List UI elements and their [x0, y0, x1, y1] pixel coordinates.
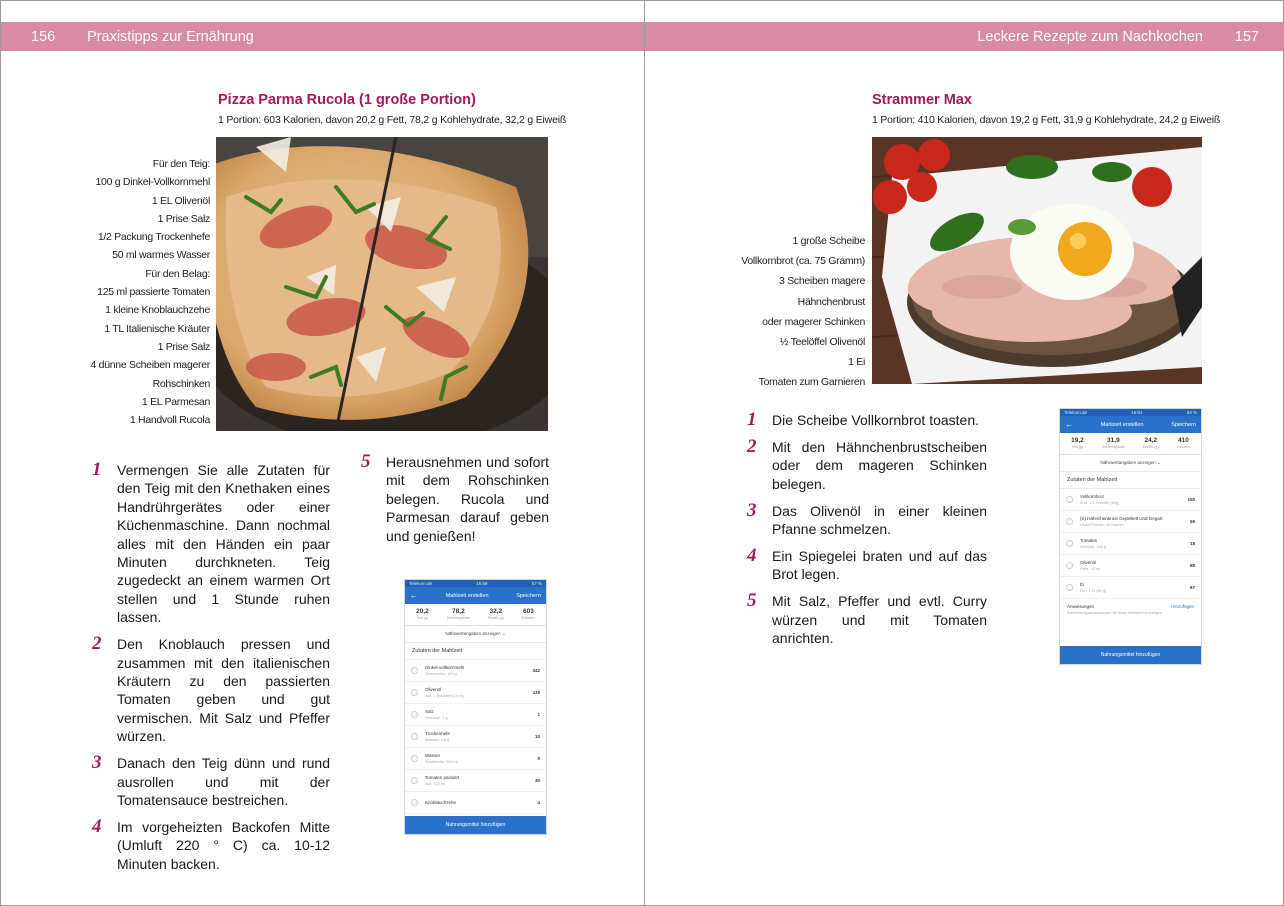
ingredient-row	[405, 704, 546, 726]
stat-label: Kohlenhydrate	[1102, 445, 1125, 449]
stat-value: 32,2	[489, 608, 503, 615]
step-number: 2	[92, 633, 102, 655]
ingredient-line: 1 große Scheibe	[792, 235, 865, 247]
save-label: Speichern	[1171, 421, 1196, 428]
checkbox-icon	[411, 755, 418, 762]
clock-label: 15:59	[476, 581, 488, 586]
add-food-bar: Nahrungsmittel hinzufügen	[405, 816, 546, 834]
ingredient-kcal: 0	[537, 756, 540, 761]
ingredient-row	[1060, 577, 1201, 599]
ingredient-row	[405, 682, 546, 704]
ingredient-detail: Stadtwerke, 500 ml	[425, 759, 458, 764]
ingredient-text	[1080, 538, 1190, 550]
checkbox-icon	[1066, 562, 1073, 569]
recipe-step	[92, 754, 330, 809]
add-instructions-label: Hinzufügen	[1171, 604, 1194, 609]
nutrition-summary	[405, 604, 546, 626]
show-nutrition-link	[405, 626, 546, 643]
back-arrow-icon: ←	[1065, 420, 1073, 429]
nutrition-stat	[522, 608, 535, 622]
ingredient-row	[405, 770, 546, 792]
step-number: 3	[747, 499, 757, 521]
stat-value: 19,2	[1071, 437, 1084, 444]
show-nutrition-label: Nährwertangaben anzeigen	[445, 631, 501, 636]
ingredient-text	[1080, 516, 1190, 528]
nutrition-summary	[1060, 433, 1201, 455]
ingredient-line: 100 g Dinkel-Vollkornmehl	[95, 176, 210, 189]
checkbox-icon	[411, 777, 418, 784]
stat-label: Fett (g)	[1071, 445, 1084, 449]
ingredient-kcal: 119	[532, 690, 540, 695]
ingredient-line: 1 Handvoll Rucola	[129, 414, 210, 427]
ingredient-kcal: 342	[532, 668, 540, 673]
ingredient-line: 4 dünne Scheiben magerer	[90, 359, 210, 372]
stat-value: 31,9	[1107, 437, 1120, 444]
step-number: 4	[747, 544, 757, 566]
ingredient-name: Wasser	[425, 752, 441, 758]
ingredient-name: Ei	[1080, 581, 1085, 587]
ingredient-name: (K) Hähnchenbrust Geplekelt Und Gegart	[1080, 515, 1163, 521]
back-arrow-icon: ←	[410, 591, 418, 600]
phone-status-bar	[1060, 409, 1201, 416]
stat-value: 24,2	[1144, 437, 1158, 444]
checkbox-icon	[411, 799, 418, 806]
battery-label: 53 %	[1186, 410, 1197, 415]
chevron-down-icon: ⌄	[500, 631, 506, 636]
ingredient-name: Trockenhefe	[425, 730, 450, 736]
left-page	[1, 1, 644, 906]
ingredient-detail: Brot, 1.5 Scheibe (50g)	[1080, 500, 1120, 505]
ingredient-line: 1 EL Parmesan	[141, 395, 210, 408]
ingredient-row	[405, 748, 546, 770]
ingredient-line: 1 Prise Salz	[157, 340, 210, 353]
step-text: Mit Salz, Pfeffer und evtl. Curry würzen und mit Tomaten anrichten.	[772, 593, 987, 647]
recipe-step	[92, 815, 330, 873]
ingredient-detail: Fette, 10 ml	[1080, 566, 1101, 571]
stat-value: 410	[1177, 437, 1189, 444]
right-running-title: Leckere Rezepte zum Nachkochen	[977, 28, 1203, 45]
strammer-max-steps	[747, 411, 987, 656]
pizza-recipe-title: Pizza Parma Rucola (1 große Portion)	[218, 92, 476, 108]
chevron-down-icon: ⌄	[1155, 460, 1161, 465]
checkbox-icon	[1066, 540, 1073, 547]
app-title-bar	[405, 587, 546, 604]
ingredient-line: Für den Teig:	[152, 158, 210, 170]
checkbox-icon	[411, 733, 418, 740]
ingredient-text	[425, 775, 535, 787]
step-text: Die Scheibe Vollkornbrot toasten.	[772, 412, 980, 428]
ingredient-row	[1060, 511, 1201, 533]
nutrition-stat	[1071, 437, 1084, 451]
battery-label: 57 %	[531, 581, 542, 586]
ingredient-line: 3 Scheiben magere	[779, 275, 865, 288]
recipe-step	[747, 544, 987, 584]
strammer-max-nutrition: 1 Portion: 410 Kalorien, davon 19,2 g Fett, 31,9 g Kohlehydrate, 24,2 g Eiweiß	[872, 114, 1221, 126]
step-number: 5	[361, 451, 371, 472]
ingredient-row	[405, 660, 546, 682]
recipe-step	[92, 635, 330, 745]
ingredient-line: 1 TL Italienische Kräuter	[104, 322, 210, 335]
stat-label: Kalorien	[521, 616, 535, 620]
ingredient-line: Tomaten zum Garnieren	[758, 376, 865, 389]
recipe-step	[92, 461, 330, 627]
ingredient-detail: Gewürze, 1 g	[425, 715, 448, 720]
pizza-steps-column-1	[92, 461, 330, 882]
ingredient-row	[1060, 555, 1201, 577]
ingredient-text	[425, 800, 537, 806]
ingredient-line: Rohschinken	[152, 377, 210, 390]
step-text: Den Knoblauch pressen und zusammen mit den italienischen Kräutern zu den passierten Tomaten geben und gut vermischen. Mit Salz und Pfeffer würzen.	[117, 636, 330, 745]
nutrition-stat	[416, 608, 429, 622]
stat-label: Eiweiß (g)	[1142, 445, 1159, 449]
carrier-label: Telekom.de	[1064, 410, 1088, 415]
ingredient-name: Vollkornbrot	[1080, 493, 1104, 499]
ingredient-line: 1 kleine Knoblauchzehe	[105, 304, 210, 317]
ingredient-line: 50 ml warmes Wasser	[112, 249, 210, 262]
right-page-number: 157	[1234, 28, 1259, 45]
add-food-bar: Nahrungsmittel hinzufügen	[1060, 646, 1201, 664]
stat-value: 78,2	[452, 608, 465, 615]
step-text: Danach den Teig dünn und rund ausrollen und mit der Tomatensauce bestreichen.	[117, 755, 330, 808]
ingredients-section-title: Zutaten der Mahlzeit	[405, 643, 546, 660]
step-text: Herausnehmen und sofort mit dem Rohschinken belegen. Rucola und Parmesan darauf geben und genießen!	[386, 454, 549, 544]
recipe-step	[747, 499, 987, 539]
step-text: Im vorgeheizten Backofen Mitte (Umluft 220 ° C) ca. 10-12 Minuten backen.	[117, 818, 330, 872]
ingredient-name: Olivenöl	[425, 686, 442, 692]
stat-label: Kalorien	[1176, 445, 1190, 449]
step-number: 3	[92, 752, 102, 774]
ingredient-detail: Herta Finesse, 30 Gramm	[1080, 522, 1124, 527]
save-label: Speichern	[516, 592, 541, 599]
ingredient-text	[425, 665, 532, 677]
ingredient-line: Vollkornbrot (ca. 75 Gramm)	[741, 255, 865, 268]
show-nutrition-label: Nährwertangaben anzeigen	[1100, 460, 1156, 465]
nutrition-stat	[1143, 437, 1159, 451]
checkbox-icon	[411, 689, 418, 696]
strammer-max-app-screenshot	[1059, 408, 1202, 665]
step-number: 2	[747, 435, 757, 457]
ingredient-text	[425, 731, 535, 743]
ingredient-name: Salz	[425, 708, 434, 714]
left-page-number: 156	[31, 28, 56, 45]
instructions-label: Anweisungen	[1067, 604, 1095, 609]
ingredient-text	[425, 709, 537, 721]
ingredient-line: 1 EL Olivenöl	[151, 194, 210, 207]
step-number: 1	[92, 459, 102, 480]
app-title: Mahlzeit erstellen	[1100, 421, 1144, 428]
ingredient-text	[1080, 582, 1190, 594]
ingredient-detail: Backfee, 3,5 g	[425, 737, 450, 742]
nutrition-stat	[1102, 437, 1125, 451]
stat-label: Eiweiß (g)	[487, 616, 504, 620]
step-number: 5	[747, 590, 757, 612]
ingredient-kcal: 30	[534, 778, 540, 783]
step-text: Ein Spiegelei braten und auf das Brot legen.	[772, 547, 987, 583]
ingredient-row	[405, 792, 546, 814]
recipe-step	[361, 453, 549, 545]
show-nutrition-link	[1060, 455, 1201, 472]
pizza-ingredient-list	[50, 155, 210, 429]
recipe-step	[747, 592, 987, 647]
ingredient-detail: Aldi, 1 Esslöffel (14 ml)	[425, 693, 464, 698]
checkbox-icon	[1066, 518, 1073, 525]
app-title-bar	[1060, 416, 1201, 433]
right-running-header	[645, 22, 1284, 51]
ingredient-kcal: 4	[537, 800, 540, 805]
ingredient-line: Für den Belag:	[145, 267, 210, 280]
ingredient-detail: Greischeller, 100 g	[425, 671, 457, 676]
ingredient-text	[1080, 560, 1190, 572]
nutrition-stat	[447, 608, 470, 622]
carrier-label: Telekom.de	[409, 581, 433, 586]
ingredient-kcal: 88	[1189, 563, 1195, 568]
checkbox-icon	[411, 667, 418, 674]
step-text: Vermengen Sie alle Zutaten für den Teig mit den Knethaken eines Handrührgerätes oder einer Küchenmaschine. Dann nochmal alles mit den Händen ein paar Minuten durchkneten. Teig zugedeckt an einem warmen Ort stellen und 1 Stunde ruhen lassen.	[117, 462, 330, 626]
pizza-steps-column-2	[361, 453, 549, 554]
right-page	[645, 1, 1284, 906]
ingredient-name: Knoblauchzehe	[425, 799, 457, 805]
ingredient-kcal: 18	[1189, 541, 1195, 546]
instructions-row	[1060, 599, 1201, 611]
instructions-hint: Zubereitungsanweisungen für diese Mahlzeit hinzufügen	[1067, 611, 1162, 615]
stat-label: Kohlenhydrate	[447, 616, 470, 620]
strammer-max-recipe-title: Strammer Max	[872, 92, 972, 108]
ingredient-name: Tomaten	[1080, 537, 1098, 543]
ingredient-line: 1 Ei	[848, 356, 865, 369]
ingredient-detail: Gemüse, 100 g	[1080, 544, 1106, 549]
strammer-max-ingredient-list	[705, 231, 865, 393]
left-running-title: Praxistipps zur Ernährung	[87, 28, 254, 45]
ingredient-kcal: 150	[1187, 497, 1195, 502]
phone-status-bar	[405, 580, 546, 587]
stat-value: 20,2	[416, 608, 429, 615]
ingredient-line: ½ Teelöffel Olivenöl	[779, 336, 865, 349]
ingredient-line: oder magerer Schinken	[762, 315, 865, 328]
checkbox-icon	[1066, 496, 1073, 503]
checkbox-icon	[1066, 584, 1073, 591]
pizza-nutrition: 1 Portion: 603 Kalorien, davon 20,2 g Fett, 78,2 g Kohlehydrate, 32,2 g Eiweiß	[218, 114, 567, 126]
ingredient-kcal: 10	[534, 734, 540, 739]
recipe-step	[747, 435, 987, 493]
app-title: Mahlzeit erstellen	[445, 592, 489, 599]
checkbox-icon	[411, 711, 418, 718]
ingredient-name: Dinkel-vollkornmehl	[425, 664, 465, 670]
strammer-max-photo	[872, 137, 1202, 384]
step-number: 1	[747, 409, 757, 430]
nutrition-stat	[488, 608, 504, 622]
ingredients-section-title: Zutaten der Mahlzeit	[1060, 472, 1201, 489]
ingredient-name: Olivenöl	[1080, 559, 1097, 565]
step-text: Mit den Hähnchenbrustscheiben oder dem mageren Schinken belegen.	[772, 438, 987, 492]
ingredient-line: 1 Prise Salz	[157, 212, 210, 225]
ingredient-kcal: 97	[1189, 585, 1195, 590]
ingredient-text	[425, 687, 533, 699]
step-number: 4	[92, 815, 102, 837]
nutrition-stat	[1177, 437, 1190, 451]
ingredient-line: Hähnchenbrust	[797, 295, 865, 308]
ingredient-row	[405, 726, 546, 748]
ingredient-name: Tomaten passiert	[425, 774, 460, 780]
stat-value: 603	[522, 608, 534, 615]
ingredient-row	[1060, 489, 1201, 511]
pizza-app-screenshot	[404, 579, 547, 835]
ingredient-line: 125 ml passierte Tomaten	[97, 286, 210, 299]
ingredient-detail: Eier, 1 Ei (60 g)	[1080, 588, 1107, 593]
ingredient-row	[1060, 533, 1201, 555]
left-running-header	[1, 22, 644, 51]
ingredient-kcal: 1	[537, 712, 540, 717]
ingredient-line: 1/2 Packung Trockenhefe	[97, 231, 210, 244]
ingredient-detail: Aldi, 125 ml	[425, 781, 445, 786]
pizza-photo	[216, 137, 548, 431]
ingredient-kcal: 58	[1189, 519, 1195, 524]
stat-label: Fett (g)	[416, 616, 429, 620]
clock-label: 16:01	[1131, 410, 1143, 415]
ingredient-text	[425, 753, 537, 765]
ingredient-text	[1080, 494, 1187, 506]
step-text: Das Olivenöl in einer kleinen Pfanne schmelzen.	[772, 502, 987, 538]
recipe-step	[747, 411, 987, 429]
